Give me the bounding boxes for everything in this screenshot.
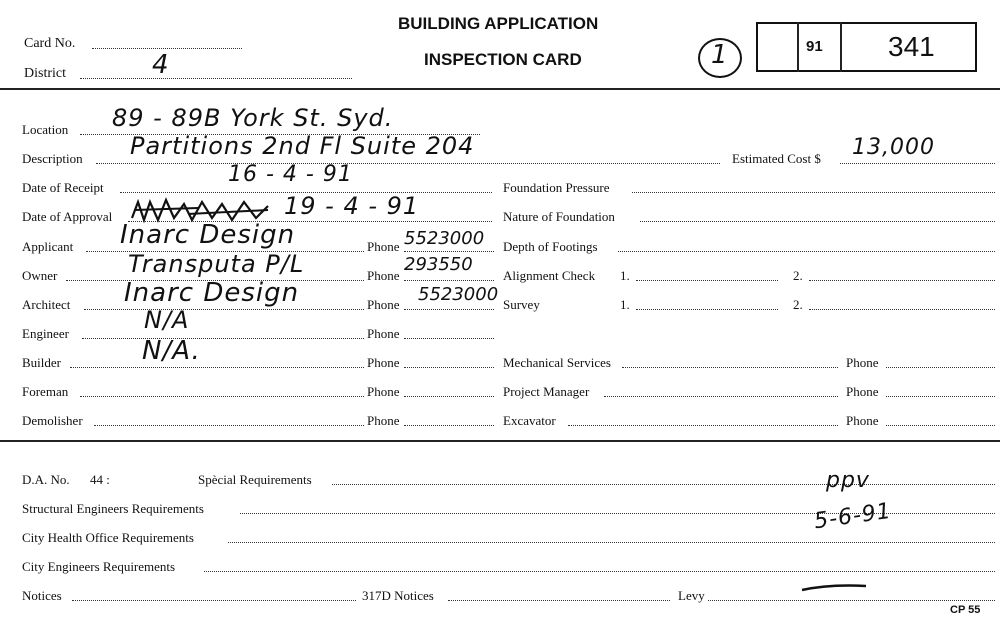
foundation-pressure-line xyxy=(632,192,995,193)
architect-phone-line xyxy=(404,309,494,310)
survey-label: Survey xyxy=(503,297,540,312)
demolisher-label: Demolisher xyxy=(22,413,83,428)
annotation-date: 5-6-91 xyxy=(812,498,894,535)
engineer-label: Engineer xyxy=(22,326,69,341)
special-requirements-line xyxy=(332,484,995,485)
notices-line xyxy=(72,600,356,601)
project-manager-phone-label: Phone xyxy=(846,384,879,399)
health-requirements-line xyxy=(228,542,995,543)
depth-of-footings-line xyxy=(618,251,995,252)
demolisher-line xyxy=(94,425,364,426)
alignment-check-line2 xyxy=(809,280,995,281)
card-no-line xyxy=(92,48,242,49)
depth-of-footings-label: Depth of Footings xyxy=(503,239,598,254)
builder-value: N/A. xyxy=(142,336,201,366)
project-manager-label: Project Manager xyxy=(503,384,590,399)
alignment-check-line1 xyxy=(636,280,778,281)
engineer-line xyxy=(82,338,364,339)
date-of-approval-value: 19 - 4 - 91 xyxy=(284,192,420,220)
owner-label: Owner xyxy=(22,268,58,283)
applicant-label: Applicant xyxy=(22,239,74,254)
header-rule xyxy=(0,88,1000,90)
district-value: 4 xyxy=(152,50,170,80)
description-value: Partitions 2nd Fl Suite 204 xyxy=(130,132,475,160)
year-cell: 91 xyxy=(806,38,823,55)
da-no-label: D.A. No. xyxy=(22,472,70,487)
applicant-value: Inarc Design xyxy=(120,220,296,250)
date-of-receipt-label: Date of Receipt xyxy=(22,180,104,195)
survey-line2 xyxy=(809,309,995,310)
mechanical-services-phone-label: Phone xyxy=(846,355,879,370)
notices-317d-label: 317D Notices xyxy=(362,588,434,603)
builder-label: Builder xyxy=(22,355,61,370)
nature-of-foundation-label: Nature of Foundation xyxy=(503,209,615,224)
applicant-phone-label: Phone xyxy=(367,239,400,254)
architect-value: Inarc Design xyxy=(124,278,300,308)
special-requirements-label: Spècial Requirements xyxy=(198,472,312,487)
project-manager-phone-line xyxy=(886,396,995,397)
applicant-phone-line xyxy=(404,251,494,252)
structural-requirements-label: Structural Engineers Requirements xyxy=(22,501,204,516)
mechanical-services-label: Mechanical Services xyxy=(503,355,611,370)
city-engineers-requirements-label: City Engineers Requirements xyxy=(22,559,176,574)
estimated-cost-line xyxy=(840,163,995,164)
architect-label: Architect xyxy=(22,297,71,312)
engineer-phone-line xyxy=(404,338,494,339)
engineer-value: N/A xyxy=(144,306,190,334)
title-line1: BUILDING APPLICATION xyxy=(398,14,599,33)
owner-value: Transputa P/L xyxy=(128,250,305,278)
notices-label: Notices xyxy=(22,588,62,603)
demolisher-phone-label: Phone xyxy=(367,413,400,428)
box-divider-2 xyxy=(840,22,842,72)
survey-num2: 2. xyxy=(793,297,803,312)
da-no-value: 44 : xyxy=(90,472,110,487)
applicant-phone-value: 5523000 xyxy=(404,228,485,249)
card-number-cell: 341 xyxy=(888,31,935,62)
date-of-receipt-value: 16 - 4 - 91 xyxy=(228,162,353,187)
levy-dash-mark xyxy=(800,582,870,594)
district-line xyxy=(80,78,352,79)
project-manager-line xyxy=(604,396,838,397)
section-rule xyxy=(0,440,1000,442)
excavator-line xyxy=(568,425,838,426)
description-label: Description xyxy=(22,151,83,166)
owner-phone-line xyxy=(404,280,494,281)
demolisher-phone-line xyxy=(404,425,494,426)
box-divider-1 xyxy=(797,22,799,72)
foreman-phone-label: Phone xyxy=(367,384,400,399)
builder-phone-line xyxy=(404,367,494,368)
survey-num1: 1. xyxy=(620,297,630,312)
alignment-check-label: Alignment Check xyxy=(503,268,596,283)
alignment-check-num2: 2. xyxy=(793,268,803,283)
estimated-cost-label: Estimated Cost $ xyxy=(732,151,821,166)
builder-phone-label: Phone xyxy=(367,355,400,370)
builder-line xyxy=(70,367,364,368)
health-requirements-label: City Health Office Requirements xyxy=(22,530,194,545)
card-no-label: Card No. xyxy=(24,36,76,51)
excavator-phone-label: Phone xyxy=(846,413,879,428)
foreman-line xyxy=(80,396,364,397)
engineer-phone-label: Phone xyxy=(367,326,400,341)
estimated-cost-value: 13,000 xyxy=(852,135,935,160)
notices-317d-line xyxy=(448,600,670,601)
alignment-check-num1: 1. xyxy=(620,268,630,283)
city-engineers-requirements-line xyxy=(204,571,995,572)
owner-phone-value: 293550 xyxy=(404,254,473,275)
mechanical-services-phone-line xyxy=(886,367,995,368)
description-line xyxy=(96,163,720,164)
levy-label: Levy xyxy=(678,588,705,603)
survey-line1 xyxy=(636,309,778,310)
card-number-box xyxy=(756,22,977,72)
foundation-pressure-label: Foundation Pressure xyxy=(503,180,610,195)
title-line2: INSPECTION CARD xyxy=(424,50,582,69)
date-of-approval-label: Date of Approval xyxy=(22,209,113,224)
circled-number: 1 xyxy=(711,40,729,70)
architect-phone-value: 5523000 xyxy=(418,284,499,305)
owner-phone-label: Phone xyxy=(367,268,400,283)
levy-line xyxy=(708,600,995,601)
annotation-initials: ppv xyxy=(826,468,870,493)
foreman-label: Foreman xyxy=(22,384,69,399)
excavator-label: Excavator xyxy=(503,413,556,428)
form-code: CP 55 xyxy=(950,604,981,616)
foreman-phone-line xyxy=(404,396,494,397)
district-label: District xyxy=(24,66,66,81)
architect-phone-label: Phone xyxy=(367,297,400,312)
excavator-phone-line xyxy=(886,425,995,426)
location-label: Location xyxy=(22,122,69,137)
nature-of-foundation-line xyxy=(640,221,995,222)
architect-line xyxy=(84,309,364,310)
mechanical-services-line xyxy=(622,367,838,368)
location-value: 89 - 89B York St. Syd. xyxy=(112,104,394,132)
